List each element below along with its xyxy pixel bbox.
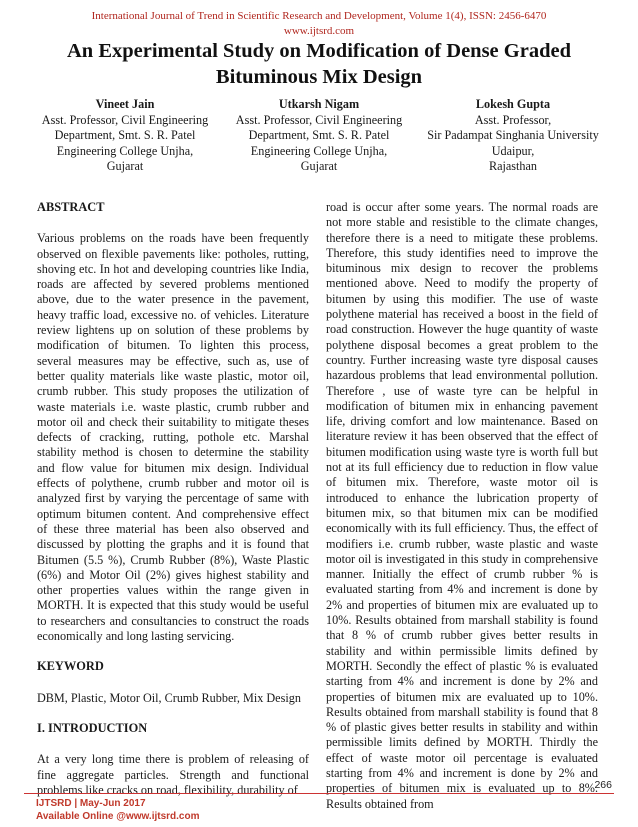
- introduction-heading: I. INTRODUCTION: [37, 720, 148, 735]
- keyword-text: DBM, Plastic, Motor Oil, Crumb Rubber, Mix Design: [37, 690, 301, 705]
- footer-divider: [24, 793, 614, 794]
- abstract-text: Various problems on the roads have been frequently observed on flexible pavements like: potholes, rutting, shoving etc. In hot and developing countries like India, roads are affected by severed problems mentioned above, due to the water presence in the pavement, heavy traffic load, excessive no. of vehicles. Literature review lightens up on solution of these problems by modification of bitumen. To lighten this process, several measures may be effective, such as, use of better quality materials like waste plastic, motor oil, crumb rubber. This study proposes the utilization of waste materials i.e. waste plastic, crumb rubber and motor oil and check their suitability to mitigate theses defects of cracking, rutting, pothole etc. Marshal stability method is chosen to determine the stability and flow value for bitumen mix design. Individual effects of polythene, crumb rubber and motor oil is analyzed first by varying the percentage of same with optimum bitumen content. And comprehensive effect of these three material has been also observed and discussed by plotting the graphs and it is found that Bitumen (5.5 %), Crumb Rubber (8%), Waste Plastic (6%) and Motor Oil (2%) gives highest stability and other properties values within the range given in MORTH. It is expected that this study would be useful to researchers and consultancies to construct the roads economically and long lasting servicing.: [37, 231, 309, 644]
- left-column: [37, 200, 309, 813]
- author-name: Vineet Jain: [95, 97, 155, 111]
- author-affiliation-line: Udaipur,: [491, 143, 535, 158]
- introduction-text-left: At a very long time there is problem of releasing of fine aggregate particles. Strength and functional problems like cracks on road, flexibility, durability of: [37, 752, 309, 797]
- footer-website: Available Online @www.ijtsrd.com: [36, 811, 200, 822]
- author-affiliation-line: Department, Smt. S. R. Patel: [248, 128, 390, 142]
- paper-title: An Experimental Study on Modification of Dense Graded Bituminous Mix Design: [67, 40, 571, 88]
- keyword-heading: KEYWORD: [37, 659, 104, 674]
- journal-header-line: International Journal of Trend in Scientific Research and Development, Volume 1(4), ISSN: 2456-6470: [91, 10, 547, 22]
- introduction-text-right: road is occur after some years. The normal roads are not more stable and resistible to the climate changes, therefore there is a need to mitigate these problems. Therefore, this study identifies need to improve the bituminous mix design to recover the problems mentioned above. Need to modify the property of bitumen by using this modifier. The use of waste polythene material has received a boost in the field of road construction. However the huge quantity of waste polythene disposal becomes a great problem to the country. Further increasing waste tyre disposal causes hazardous problems that lead environmental pollution. Therefore , use of waste tyre can be helpful in modification of bitumen mix in enhancing pavement life, driving comfort and low maintenance. Based on literature review it has been observed that the effect of bitumen modification using waste tyre is worth full but not at its full efficiency due to reduction in flow value of bitumen mix. Therefore, waste motor oil is introduced to enhance the lubrication property of bitumen mix, so that bitumen mix can be modified economically with its full efficiency. Thus, the effect of modifiers i.e. crumb rubber, waste plastic and waste motor oil is investigated in this study in comprehensive manner. Initially the effect of crumb rubber % is evaluated starting from 4% and increment is done by 2% and properties of bitumen mix are evaluated up to 10%. Results obtained from marshall stability is found that 8 % of crumb rubber gives better results in stability and within permissible limits defined by MORTH. Secondly the effect of plastic % is evaluated starting from 4% and increment is done by 2% and properties of bitumen mix are evaluated up to 10%. Results obtained from marshall stability is found that 8 % of plastic gives better results in stability and within permissible limits defined by MORTH. Thirdly the effect of waste motor oil percentage is evaluated starting from 4% and increment is done by 2% and properties of bitumen mix is evaluated up to 8%. Results obtained from: [326, 200, 598, 811]
- author-affiliation-line: Department, Smt. S. R. Patel: [54, 128, 196, 142]
- author-affiliation-line: Engineering College Unjha,: [56, 143, 194, 158]
- page-number: 266: [594, 779, 612, 791]
- author-affiliation-line: Sir Padampat Singhania University: [427, 128, 599, 142]
- author-name: Lokesh Gupta: [475, 97, 551, 111]
- journal-website: www.ijtsrd.com: [283, 25, 355, 37]
- author-affiliation-line: Asst. Professor,: [474, 112, 552, 127]
- author-affiliation-line: Engineering College Unjha,: [250, 143, 388, 158]
- abstract-heading: ABSTRACT: [37, 200, 105, 214]
- author-3: [418, 97, 608, 175]
- author-block: [30, 97, 608, 175]
- author-affiliation-line: Gujarat: [106, 159, 144, 173]
- author-affiliation-line: Asst. Professor, Civil Engineering: [41, 112, 209, 127]
- footer-issue: IJTSRD | May-Jun 2017: [36, 798, 146, 809]
- author-affiliation-line: Asst. Professor, Civil Engineering: [235, 112, 403, 127]
- author-1: [30, 97, 220, 175]
- author-name: Utkarsh Nigam: [278, 97, 360, 111]
- footer: [36, 797, 200, 823]
- author-2: [224, 97, 414, 175]
- right-column: [326, 200, 598, 827]
- author-affiliation-line: Gujarat: [300, 159, 338, 173]
- author-affiliation-line: Rajasthan: [488, 159, 538, 173]
- journal-header: [0, 9, 638, 39]
